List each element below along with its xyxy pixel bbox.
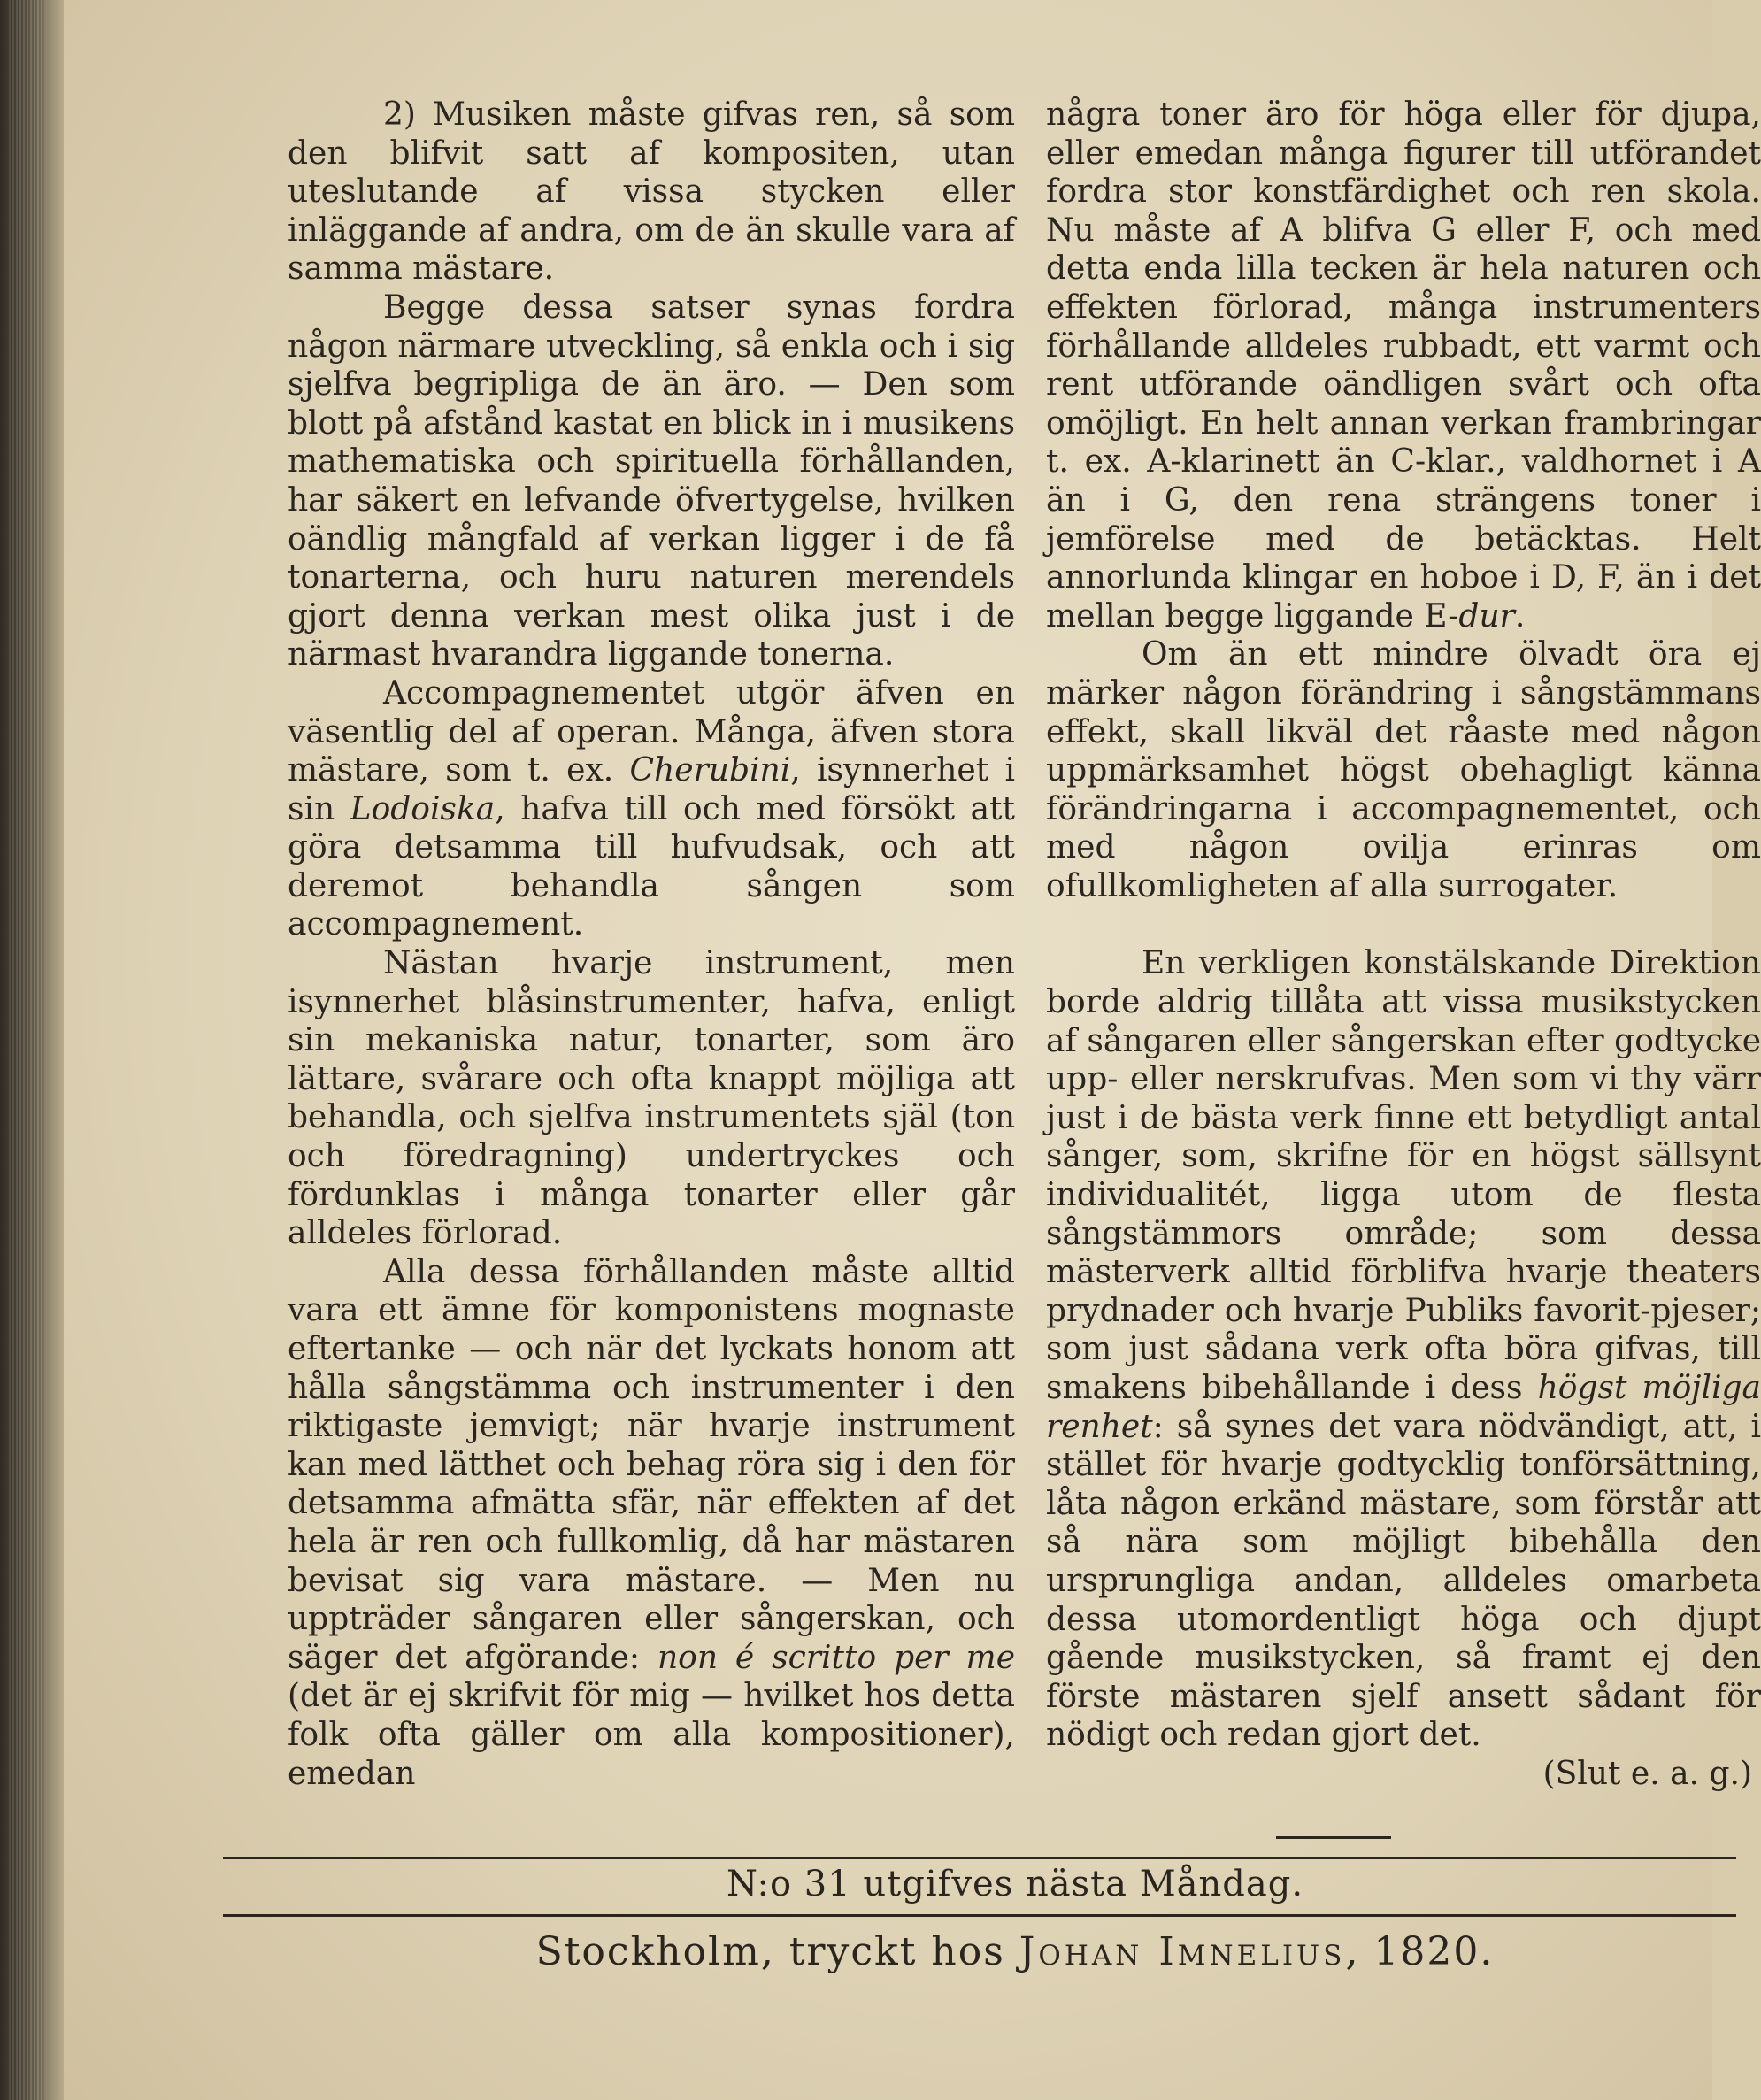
text-run: , 1820. xyxy=(1345,1929,1495,1974)
text-run: (det är ej skrifvit för mig — hvilket hos detta folk ofta gäller om alla kompositioner), emedan xyxy=(288,1678,1015,1792)
text-run: Accompagnementet utgör äfven en väsentlig del af operan. Många, äfven stora mästare, som t. ex. xyxy=(288,674,1015,789)
opera-title: Lodoiska xyxy=(350,790,496,827)
text-run: , isynnerhet i sin xyxy=(288,752,1016,827)
text-run: . xyxy=(1514,597,1526,635)
paragraph: 2) Musiken måste gifvas ren, så som den blifvit satt af kompositen, utan uteslutande af vissa stycken eller inläggande af andra, om de än skulle vara af samma mästare. xyxy=(288,96,1015,288)
article-signoff: (Slut e. a. g.) xyxy=(1542,1755,1752,1792)
newspaper-page xyxy=(64,0,1761,2100)
text-run: , hafva till och med försökt att göra detsamma till hufvudsak, och att deremot behandla sången som accompagnement. xyxy=(288,790,1015,943)
italian-quote: non é scritto per me xyxy=(657,1639,1015,1676)
paragraph xyxy=(1046,96,1761,635)
section-gap xyxy=(1046,905,1761,944)
text-run: Stockholm, tryckt hos xyxy=(535,1929,1019,1974)
emphasis: högst möjliga renhet xyxy=(1046,1370,1761,1445)
key-name: dur xyxy=(1458,597,1515,635)
paragraph xyxy=(288,1253,1015,1793)
text-run: En verkligen konstälskande Direktion borde aldrig tillåta att vissa musikstycken af sångaren eller sångerskan efter godtycke upp- eller nerskrufvas. Men som vi thy värr just i de bästa verk finne ett betydligt antal sånger, som, skrifne för en högst sällsynt individualitét, ligga utom de flesta sångstämmors område; som dessa mästerverk alltid förblifva hvarje theaters prydnader och hvarje Publiks favorit-pjeser; som just sådana verk ofta böra gifvas, till smakens bibehållande i dess xyxy=(1046,945,1761,1406)
paragraph xyxy=(288,674,1015,944)
text-run: : så synes det vara nödvändigt, att, i stället för hvarje godtycklig tonförsättning, låta någon erkänd mästare, som förstår att så nära som möjligt bibehålla den ursprungliga andan, alldeles omarbeta dessa utomordentligt höga och djupt gående musikstycken, så framt ej den förste mästaren sjelf ansett sådant för nödigt och redan gjort det. xyxy=(1046,1408,1761,1754)
composer-name: Cherubini xyxy=(629,752,791,789)
text-run: Alla dessa förhållanden måste alltid vara ett ämne för komponistens mognaste eftertanke — och när det lyckats honom att hålla sångstämma och instrumenter i den riktigaste jemvigt; när hvarje instrument kan med lätthet och behag röra sig i den för detsamma afmätta sfär, när effekten af det hela är ren och fullkomlig, då har mästaren bevisat sig vara mästare. — Men nu uppträder sångaren eller sångerskan, och säger det afgörande: xyxy=(288,1253,1015,1676)
text-run: några toner äro för höga eller för djupa, eller emedan många figurer till utförandet fordra stor konstfärdighet och ren skola. Nu måste af A blifva G eller F, och med detta enda lilla tecken är hela naturen och effekten förlorad, många instrumenters förhållande alldeles rubbadt, ett varmt och rent utförande oändligen svårt och ofta omöjligt. En helt annan verkan frambringar t. ex. A-klarinett än C-klar., valdhornet i A än i G, den rena strängens toner i jemförelse med de betäcktas. Helt annorlunda klingar en hoboe i D, F, än i det mellan begge liggande E- xyxy=(1046,96,1761,635)
right-column xyxy=(1046,96,1761,1794)
book-binding-edge xyxy=(0,0,64,2100)
footer-rule-middle xyxy=(223,1914,1736,1917)
next-issue-notice: N:o 31 utgifves nästa Måndag. xyxy=(726,1864,1304,1904)
paragraph: Begge dessa satser synas fordra någon närmare utveckling, så enkla och i sig sjelfva begripliga de än äro. — Den som blott på afstånd kastat en blick in i musikens mathematiska och spirituella förhållanden, har säkert en lefvande öfvertygelse, hvilken oändlig mångfald af verkan ligger i de få tonarterna, och huru naturen merendels gjort denna verkan mest olika just i de närmast hvarandra liggande tonerna. xyxy=(288,288,1015,673)
paragraph xyxy=(1046,944,1761,1754)
paragraph: Om än ett mindre ölvadt öra ej märker någon förändring i sångstämmans effekt, skall likväl det råaste med någon uppmärksamhet högst obehagligt känna förändringarna i accompagnementet, och med någon ovilja erinras om ofullkomligheten af alla surrogater. xyxy=(1046,636,1761,904)
printer-name: Johan Imnelius xyxy=(1019,1929,1346,1974)
printer-imprint xyxy=(285,1929,1745,1974)
page-stack-edges xyxy=(9,0,44,2100)
paragraph: Nästan hvarje instrument, men isynnerhet blåsinstrumenter, hafva, enligt sin mekaniska natur, tonarter, som äro lättare, svårare och ofta knappt möjliga att behandla, och sjelfva instrumentets själ (ton och föredragning) undertryckes och fördunklas i många tonarter eller går alldeles förlorad. xyxy=(288,945,1015,1252)
short-divider xyxy=(1276,1836,1391,1839)
footer-rule-top xyxy=(223,1857,1736,1859)
left-column xyxy=(288,96,1015,1793)
